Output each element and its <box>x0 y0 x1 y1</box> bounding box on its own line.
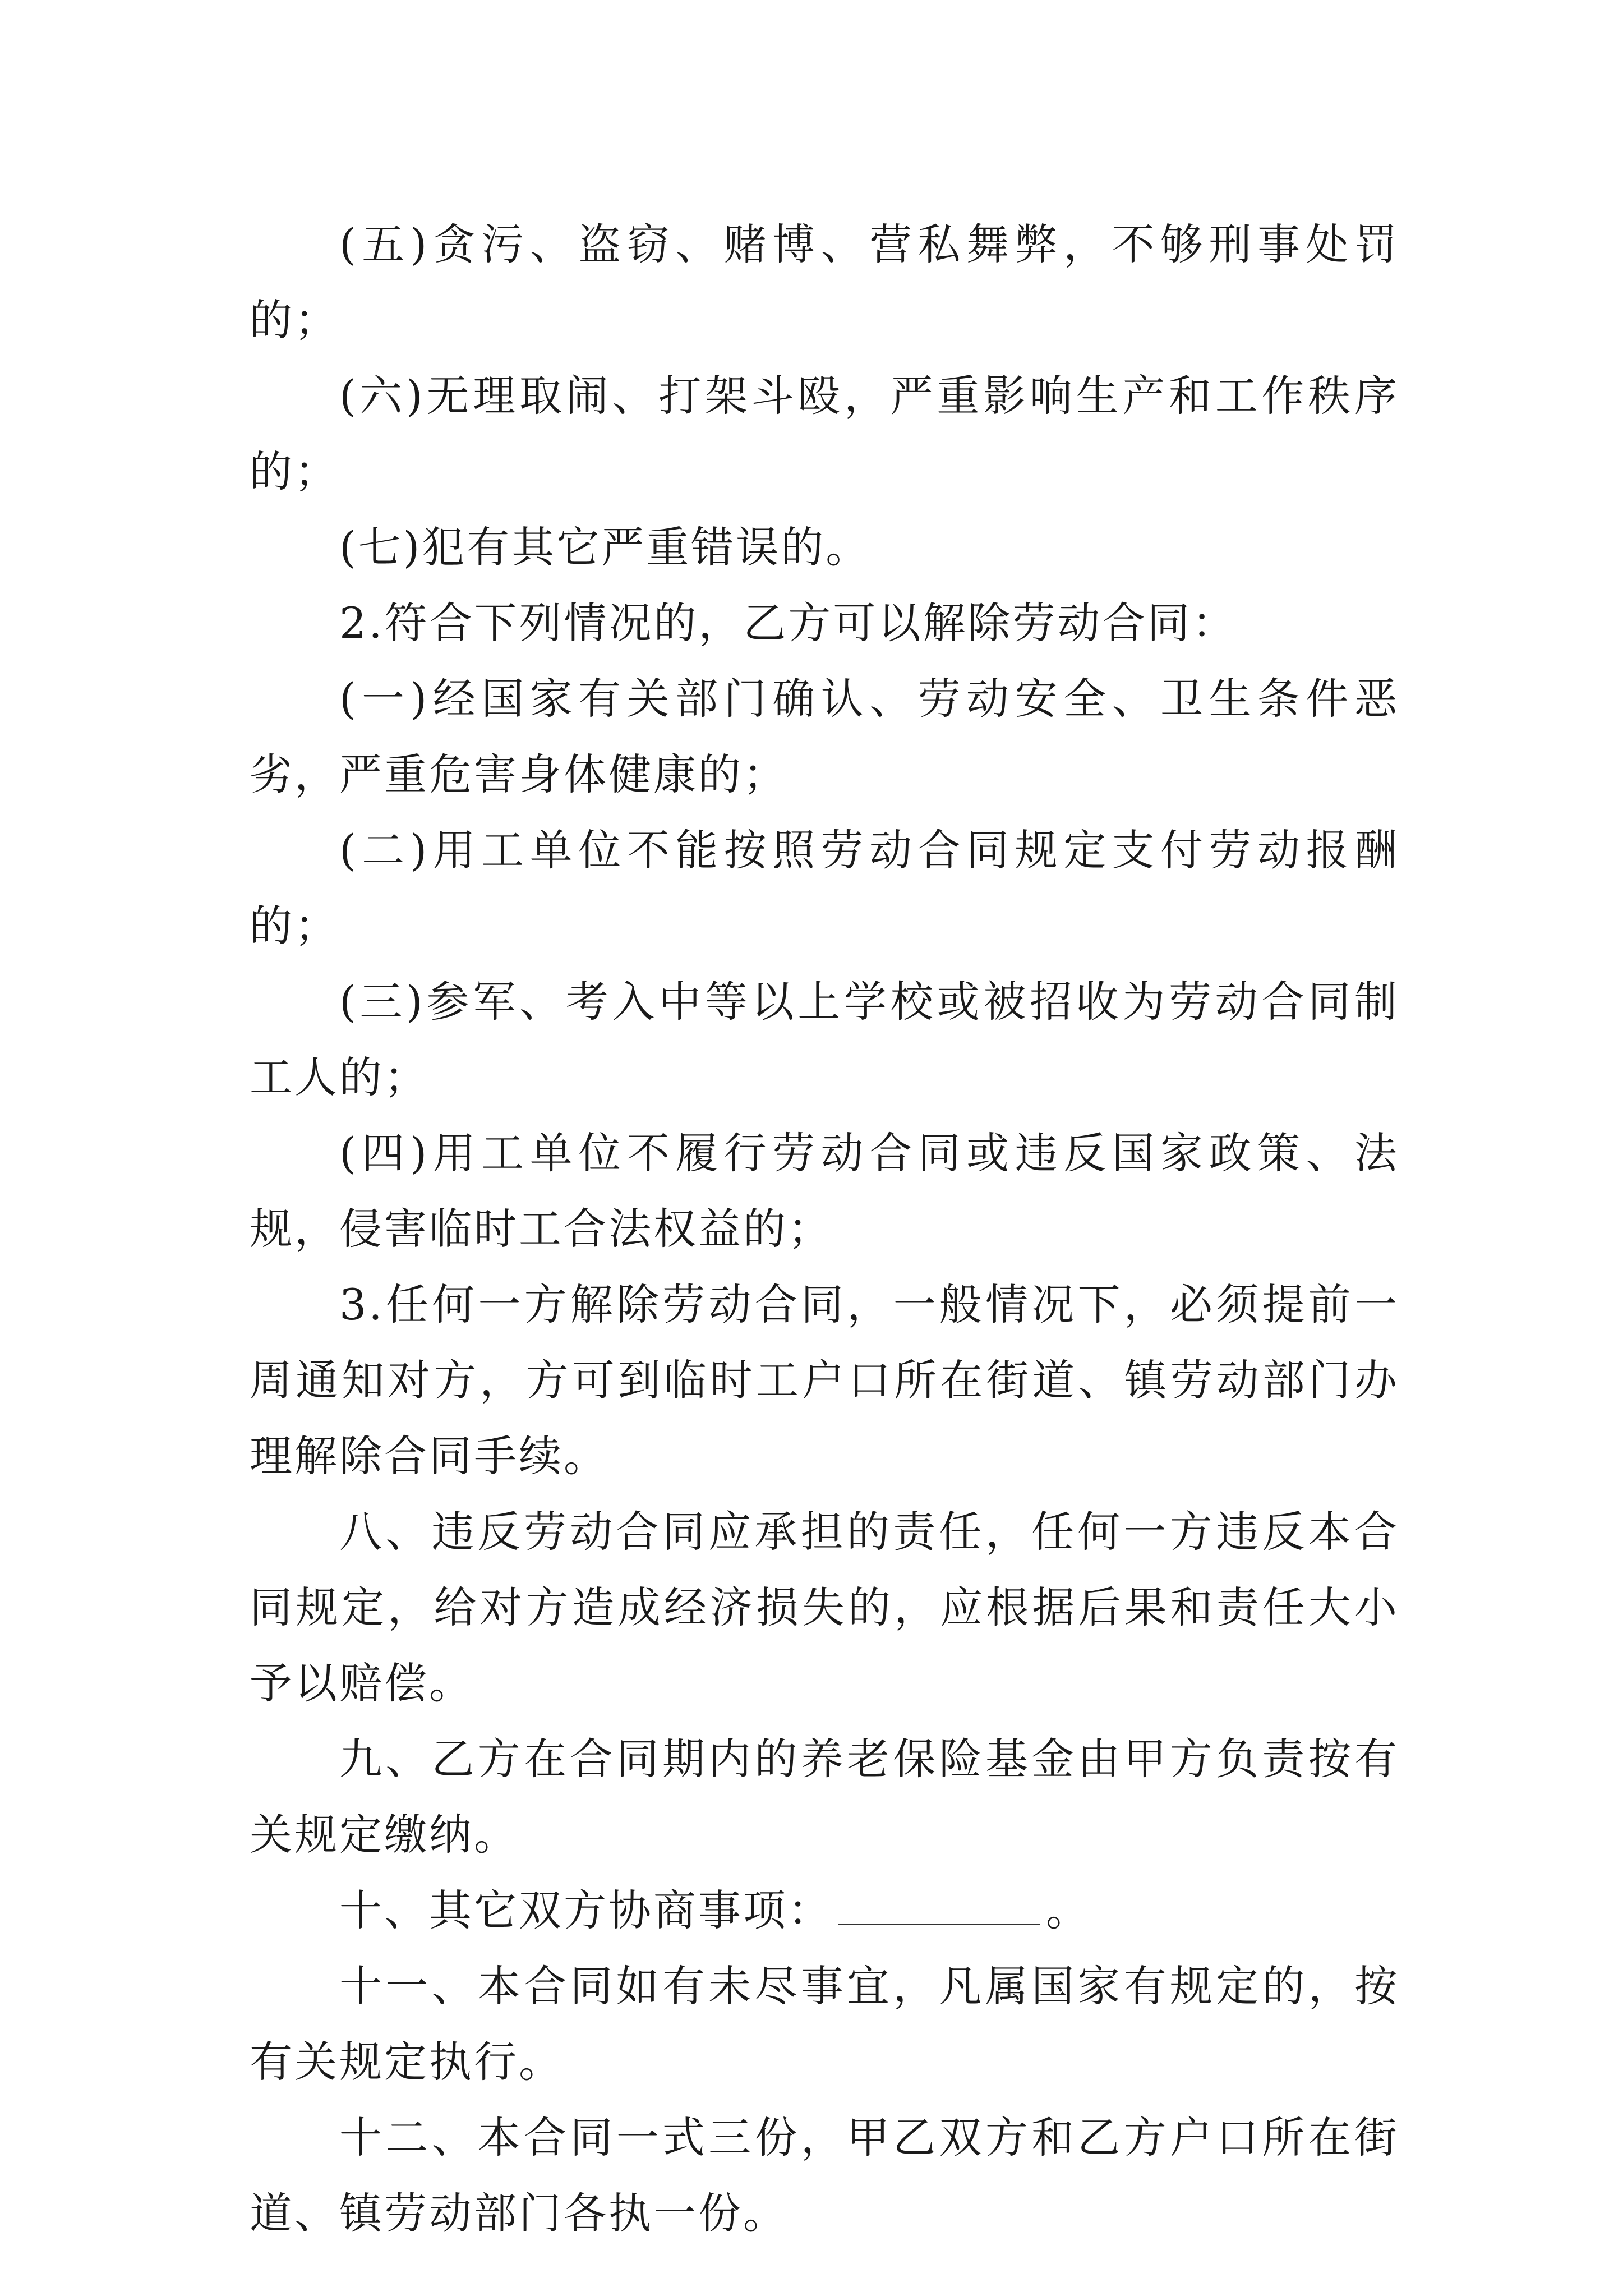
clause-5-embezzlement: (五)贪污、盗窃、赌博、营私舞弊，不够刑事处罚的； <box>250 219 1399 345</box>
document-body <box>250 206 1399 2251</box>
clause-3-enlistment: (三)参军、考入中等以上学校或被招收为劳动合同制工人的； <box>250 977 1399 1102</box>
article-11-unresolved: 十一、本合同如有未尽事宜，凡属国家有规定的，按有关规定执行。 <box>250 1961 1399 2087</box>
article-12-copies: 十二、本合同一式三份，甲乙双方和乙方户口所在街道、镇劳动部门各执一份。 <box>250 2113 1399 2238</box>
fill-in-blank <box>838 1890 1040 1925</box>
clause-2-unpaid-wages: (二)用工单位不能按照劳动合同规定支付劳动报酬的； <box>250 825 1399 951</box>
article-10-label: 十、其它双方协商事项： <box>339 1885 833 1935</box>
article-10-other-matters <box>250 1872 1399 1948</box>
article-10-suffix: 。 <box>1046 1885 1091 1935</box>
section-3-notice: 3.任何一方解除劳动合同，一般情况下，必须提前一周通知对方，方可到临时工户口所在街道、镇劳动部门办理解除合同手续。 <box>250 1280 1399 1481</box>
article-8-liability: 八、违反劳动合同应承担的责任，任何一方违反本合同规定，给对方造成经济损失的，应根据后果和责任大小予以赔偿。 <box>250 1507 1399 1708</box>
clause-7-serious-errors: (七)犯有其它严重错误的。 <box>339 522 871 572</box>
clause-1-unsafe-conditions: (一)经国家有关部门确认、劳动安全、卫生条件恶劣，严重危害身体健康的； <box>250 674 1399 799</box>
article-9-pension: 九、乙方在合同期内的养老保险基金由甲方负责按有关规定缴纳。 <box>250 1734 1399 1860</box>
section-2-heading: 2.符合下列情况的，乙方可以解除劳动合同： <box>339 598 1237 648</box>
clause-6-disorder: (六)无理取闹、打架斗殴，严重影响生产和工作秩序的； <box>250 371 1399 496</box>
clause-4-violations: (四)用工单位不履行劳动合同或违反国家政策、法规，侵害临时工合法权益的； <box>250 1128 1399 1254</box>
